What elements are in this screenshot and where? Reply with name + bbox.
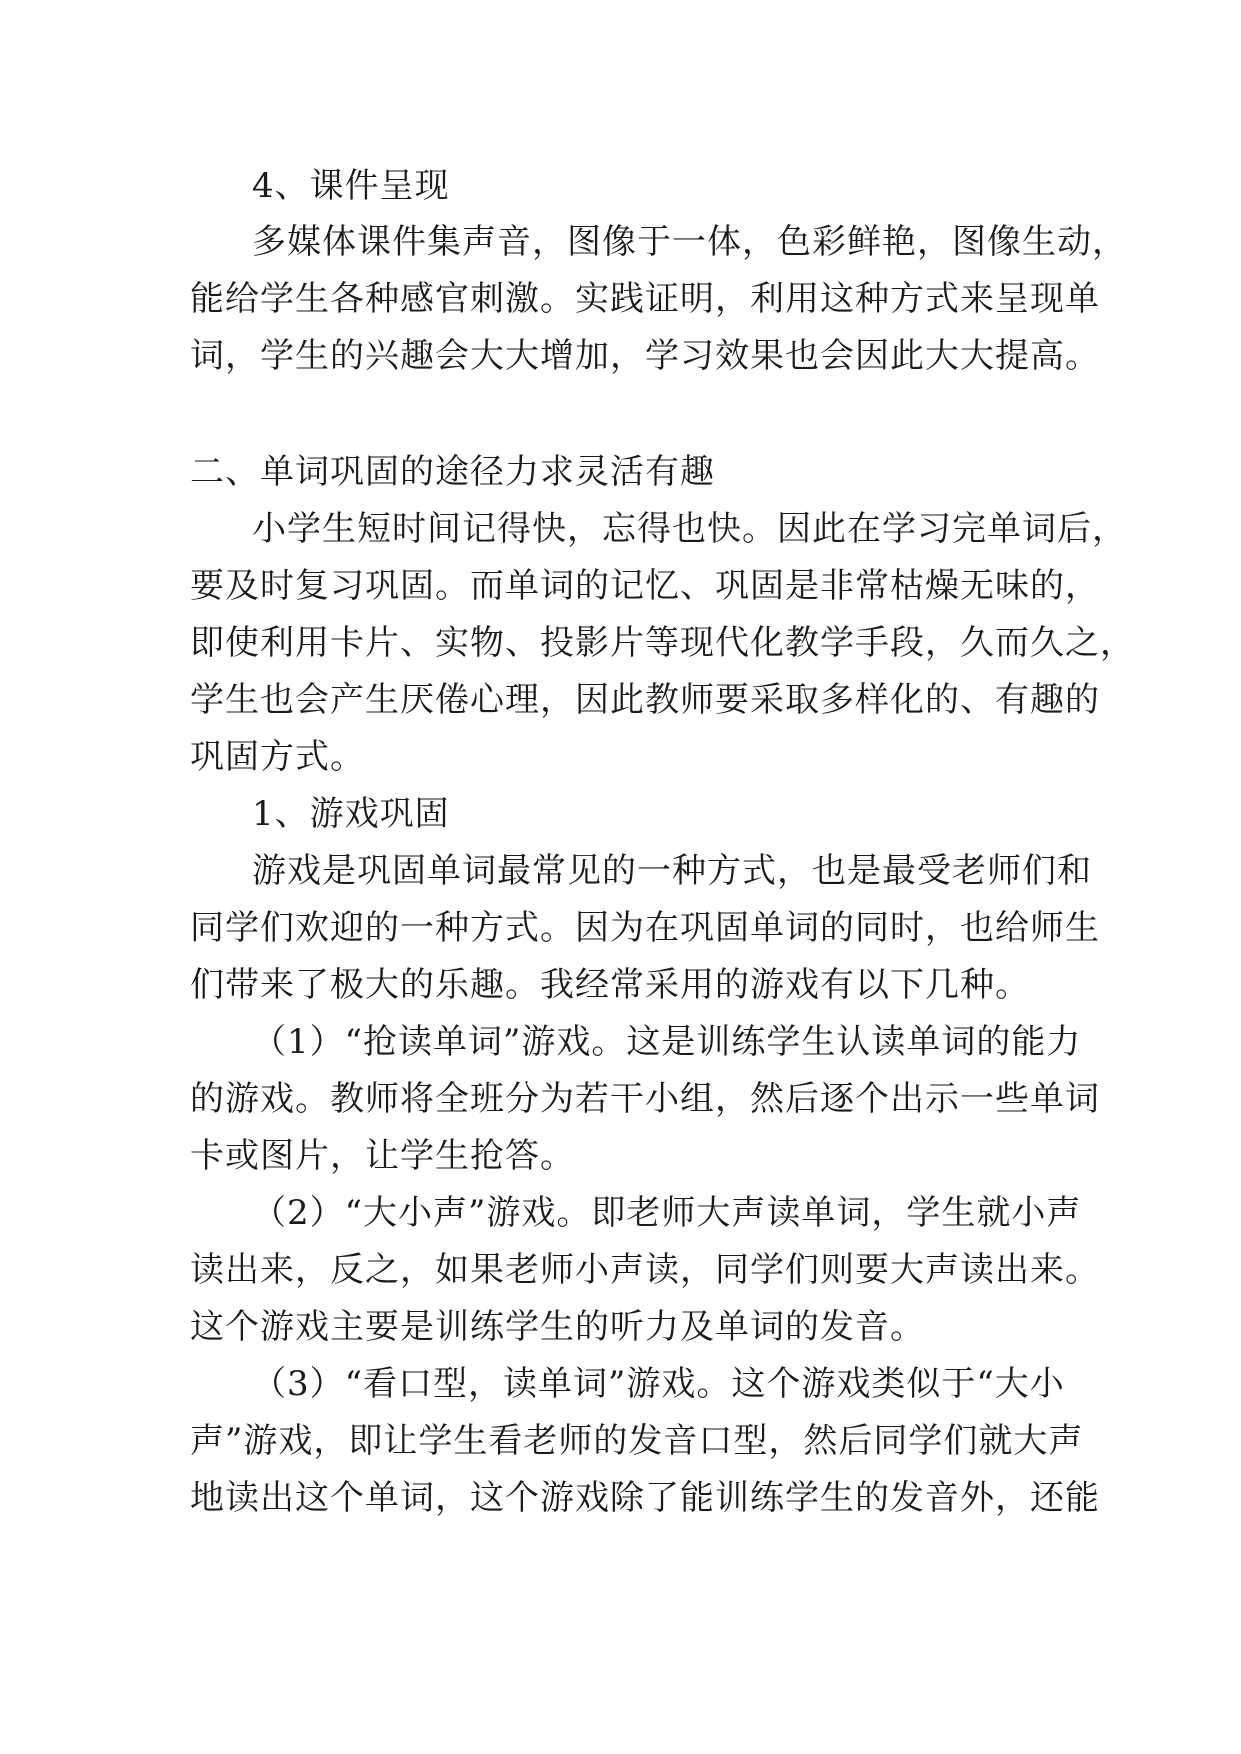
section-heading-2: 二、单词巩固的途径力求灵活有趣 — [190, 452, 715, 492]
paragraph-line: 能给学生各种感官刺激。实践证明，利用这种方式来呈现单 — [190, 279, 1100, 319]
paragraph-line: （1）“抢读单词”游戏。这是训练学生认读单词的能力 — [252, 1022, 1082, 1062]
paragraph-line: 词，学生的兴趣会大大增加，学习效果也会因此大大提高。 — [190, 336, 1100, 376]
paragraph-line: （3）“看口型，读单词”游戏。这个游戏类似于“大小 — [252, 1364, 1065, 1404]
paragraph-line: 地读出这个单词，这个游戏除了能训练学生的发音外，还能 — [190, 1478, 1100, 1518]
paragraph-line: 小学生短时间记得快，忘得也快。因此在学习完单词后， — [252, 509, 1127, 549]
paragraph-line: 这个游戏主要是训练学生的听力及单词的发音。 — [190, 1307, 925, 1347]
paragraph-line: 即使利用卡片、实物、投影片等现代化教学手段，久而久之， — [190, 623, 1135, 663]
paragraph-line: 卡或图片，让学生抢答。 — [190, 1136, 575, 1176]
paragraph-line: 读出来，反之，如果老师小声读，同学们则要大声读出来。 — [190, 1250, 1100, 1290]
subheading-1-games: 1、游戏巩固 — [252, 794, 450, 834]
paragraph-line: 同学们欢迎的一种方式。因为在巩固单词的同时，也给师生 — [190, 908, 1100, 948]
paragraph-line: 学生也会产生厌倦心理，因此教师要采取多样化的、有趣的 — [190, 680, 1100, 720]
paragraph-line: 的游戏。教师将全班分为若干小组，然后逐个出示一些单词 — [190, 1079, 1100, 1119]
paragraph-line: （2）“大小声”游戏。即老师大声读单词，学生就小声 — [252, 1193, 1082, 1233]
paragraph-line: 声”游戏，即让学生看老师的发音口型，然后同学们就大声 — [190, 1421, 1084, 1461]
paragraph-line: 们带来了极大的乐趣。我经常采用的游戏有以下几种。 — [190, 965, 1030, 1005]
paragraph-line: 游戏是巩固单词最常见的一种方式，也是最受老师们和 — [252, 851, 1092, 891]
paragraph-line: 巩固方式。 — [190, 737, 365, 777]
paragraph-line: 要及时复习巩固。而单词的记忆、巩固是非常枯燥无味的， — [190, 566, 1100, 606]
subheading-4-courseware: 4、课件呈现 — [252, 166, 450, 206]
paragraph-line: 多媒体课件集声音，图像于一体，色彩鲜艳，图像生动， — [252, 222, 1127, 262]
